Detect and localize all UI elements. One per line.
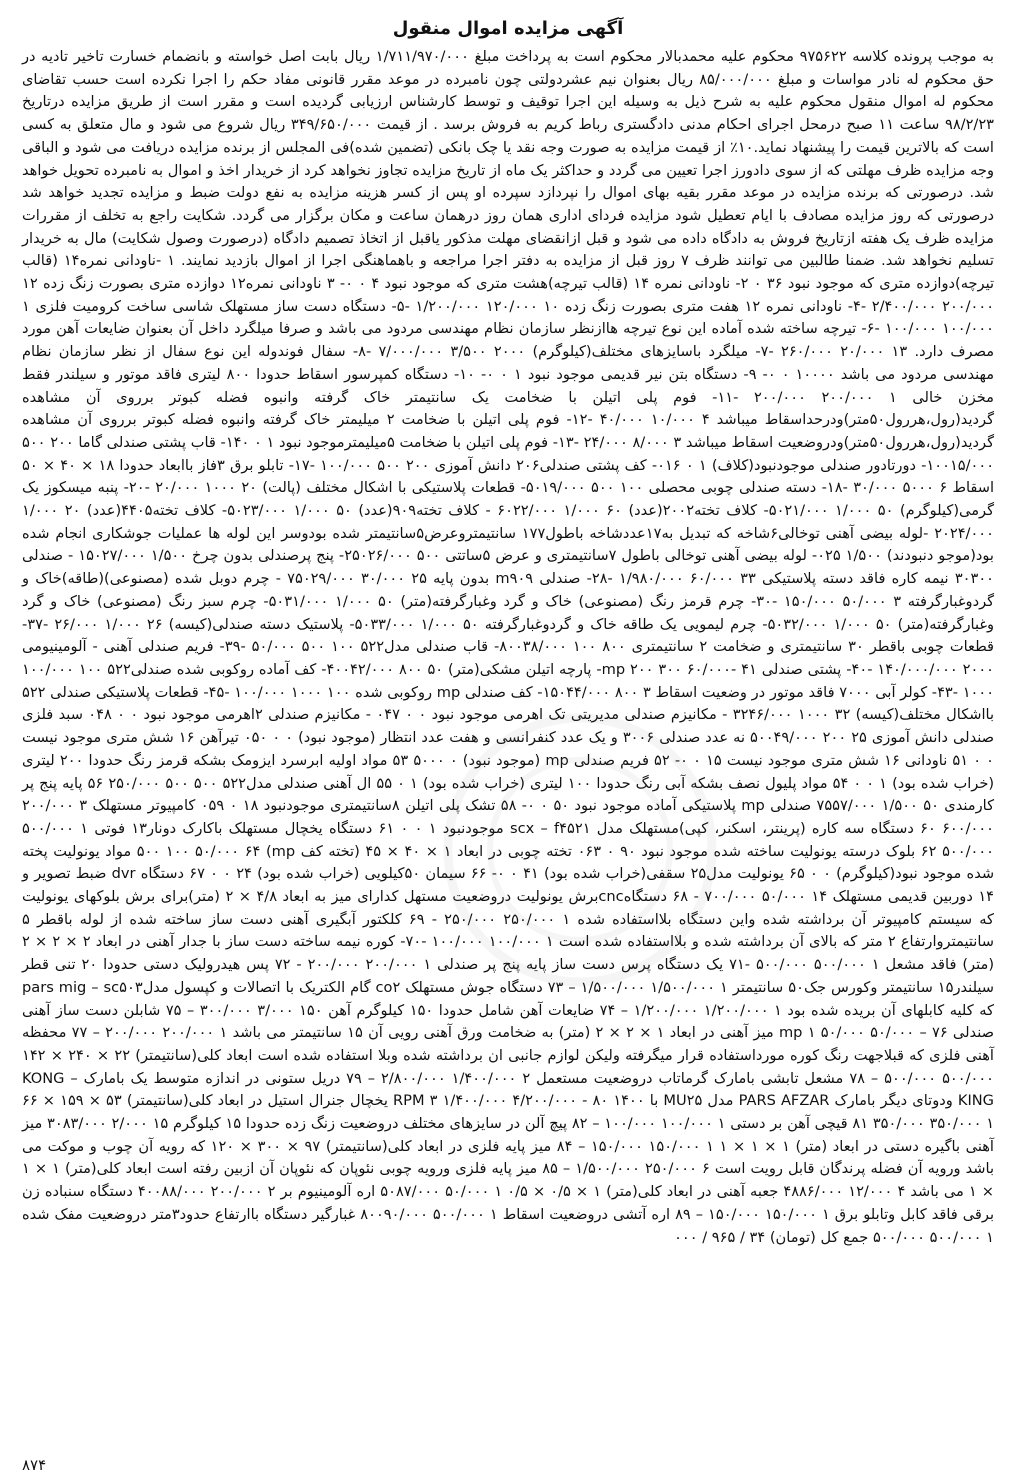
notice-title: آگهی مزایده اموال منقول bbox=[392, 18, 624, 39]
page-number: ۸۷۴ bbox=[22, 1456, 47, 1474]
notice-intro: به موجب پرونده کلاسه ۹۷۵۶۲۲ محکوم علیه محمدبالار محکوم است به پرداخت مبلغ ۱/۷۱۱/۹۷۰/۰۰۰ ریال بابت اصل خواسته و بانضمام خسارت تاخیر تادیه در حق محکوم له نادر مواسات و مبلغ ۸۵/۰۰۰/۰۰۰ ریال بعنوان نیم عشردولتی چون نامبرده در موعد مقرر قانونی مفاد حکم را اجرا نکرده است حسب تقاضای محکوم له اموال منقول محکوم علیه به شرح ذیل به وسیله این اجرا توقیف و توسط کارشناس ارزیابی گردیده است و مقرر است از طریق مزایده درتاریخ ۹۸/۲/۲۳ ساعت ۱۱ صبح درمحل اجرای احکام مدنی دادگستری رباط کریم به فروش برسد . از قیمت ۳۴۹/۶۵۰/۰۰۰ ریال شروع می شود و مال متعلق به کسی است که بالاترین قیمت را پیشنهاد نماید.۱۰٪ از قیمت مزایده به صورت وجه نقد یا چک بانکی (تضمین شده)فی المجلس از برنده مزایده دریافت می شود و الباقی وجه مزایده ظرف مهلتی که از سوی دادورز اجرا تعیین می گردد و حداکثر یک ماه از تاریخ مزایده تجاوز نخواهد کرد از خریدار اخذ و اموال به نامبرده تحویل خواهد شد. درصورتی که برنده مزایده در موعد مقرر بقیه بهای اموال را نپردازد سپرده او پس از کسر هزینه مزایده به نفع دولت ضبط و مزایده تجدید خواهد شد درصورتی که روز مزایده مصادف با ایام تعطیل شود مزایده فردای اداری همان روز درهمان ساعت و مکان برگزار می گردد. شکایت راجع به تخلف از مقررات مزایده ظرف یک هفته ازتاریخ فروش به دادگاه داده می شود و قبل ازانقضای مهلت مذکور یاقبل از اتخاذ تصمیم دادگاه (درصورت وصول شکایت) مال به خریدار تسلیم نخواهد شد. ضمنا طالبین می توانند ظرف ۷ روز قبل از مزایده به دفتر اجرا مراجعه و باهماهنگی اجرا از اموال بازدید نمایند. bbox=[22, 48, 995, 270]
notice-body bbox=[22, 46, 994, 1249]
items-list: ۱ -ناودانی نمره۱۴ (قالب تیرچه)دوازده متری که موجود نبود ۳۶ ۰ ۲- ناودانی نمره ۱۴ (قالب تیرچه)هشت متری که موجود نبود ۴ ۰ ۰- ۳ ناودانی نمره۱۲ دوازده متری بصورت زنگ زده ۱۲ ۲۰۰/۰۰۰ ۲/۴۰۰/۰۰۰ -۴- ناودانی نمره ۱۲ هفت متری بصورت زنگ زده ۱۰ ۱۲۰/۰۰۰ ۱/۲۰۰/۰۰۰ -۵- دستگاه دست ساز مستهلک شاسی ساخت کرومیت فلزی ۱ ۱۰۰/۰۰۰ ۱۰۰/۰۰۰ -۶- تیرچه ساخته شده آماده این نوع تیرچه هاازنظر سازمان نظام مهندسی مردود می باشد و صرفا میلگرد داخل آن بعنوان ضایعات آهن مورد مصرف دارد. ۱۳ ۲۰/۰۰۰ ۲۶۰/۰۰۰ -۷- میلگرد باسایزهای مختلف(کیلوگرم) ۲۰۰۰ ۳/۵۰۰ ۷/۰۰۰/۰۰۰ -۸- سفال فوندوله این نوع سفال از نظر سازمان نظام مهندسی مردود می باشد ۱۰۰۰۰ ۰ ۰- ۹- دستگاه بتن نیر قدیمی موجود نبود ۱ ۰ ۰- ۱۰- دستگاه کمپرسور اسقاط حدودا ۸۰۰ لیتری فاقد موتور و سیلندر فقط مخزن خالی ۱ ۲۰۰/۰۰۰ ۲۰۰/۰۰۰ -۱۱- فوم پلی اتیلن با ضخامت یک سانتیمتر خاک گرفته وانبوه فضله کبوتر برروی آن مشاهده گردید(رول،هررول۵۰متر)ودرحداسقاط میباشد ۴ ۱۰/۰۰۰ ۴۰/۰۰۰ -۱۲- فوم پلی اتیلن با ضخامت ۲ میلیمتر خاک گرفته وانبوه فضله کبوتر برروی آن مشاهده گردید(رول،هررول۵۰متر)ودروضعیت اسقاط میباشد ۳ ۸/۰۰۰ ۲۴/۰۰۰ -۱۳- فوم پلی اتیلن با ضخامت ۵میلیمترموجود نبود ۱ ۰ ۱۴۰- قاب پشتی صندلی گاما ۲۰۰ ۵۰۰ ۱۰۰۱۵/۰۰۰- دورتادور صندلی موجودنبود(کلاف) ۱ ۰ ۰۱۶- کف پشتی صندلی۲۰۶ دانش آموزی ۲۰۰ ۵۰۰ ۱۰۰/۰۰۰ -۱۷- تابلو برق ۳فاز باابعاد حدودا ۱۸ × ۴۰ × ۵۰ اسقاط ۶ ۵۰۰۰ ۳۰/۰۰۰ -۱۸- دسته صندلی چوبی محصلی ۱۰۰ ۵۰۰ ۵۰۱۹/۰۰۰- قطعات پلاستیکی با اشکال مختلف (پالت) ۲۰ ۱۰۰۰ ۲۰/۰۰۰ -۲۰- پنبه میسکوز یک گرمی(کیلوگرم) ۵۰ ۱/۰۰۰ ۵۰۲۱/۰۰۰- کلاف تخته۲۰۰۲(عدد) ۶۰ ۱/۰۰۰ ۶۰۲۲/۰۰۰ - کلاف تخته۹۰۹(عدد) ۵۰ ۱/۰۰۰ ۵۰۲۳/۰۰۰- کلاف تخته۴۴۰۵(عدد) ۲۰ ۱/۰۰۰ ۲۰۲۴/۰۰۰ -لوله بیضی آهنی توخالی۶شاخه که تبدیل به۱۷عددشاخه باطول۱۷۷ سانتیمتروعرض۵سانتیمتر شده بودوسر این لوله ها عملیات جوشکاری انجام شده بود(موجو دنبودند) ۱/۵۰۰ ۰۲۵- لوله بیضی آهنی توخالی باطول ۷سانتیمتری و عرض ۵ساتتی ۵۰۰ ۲۵۰۲۶/۰۰۰- پنج پرصندلی بدون چرخ ۱/۵۰۰ ۱۵۰۲۷/۰۰۰ - صندلی ۳۰۳۰۰ نیمه کاره فاقد دسته پلاستیکی ۳۳ ۶۰/۰۰۰ ۱/۹۸۰/۰۰۰ -۲۸- صندلی m۹۰۹ بدون پایه ۲۵ ۳۰/۰۰۰ ۷۵۰۲۹/۰۰۰ - چرم دوبل شده (مصنوعی)(طاقه)خاک و گردوغبارگرفته ۳ ۵۰/۰۰۰ ۱۵۰/۰۰۰ -۳۰- چرم قرمز رنگ (مصنوعی) خاک و گرد وغبارگرفته(متر) ۵۰ ۱/۰۰۰ ۵۰۳۱/۰۰۰- چرم سبز رنگ (مصنوعی) خاک و گرد وغبارگرفته(متر) ۵۰ ۱/۰۰۰ ۵۰۳۲/۰۰۰- چرم لیمویی یک طاقه خاک و گردوغبارگرفته ۵۰ ۱/۰۰۰ ۵۰۳۳/۰۰۰- پلاستیک دسته صندلی(کیسه) ۲۶ ۱/۰۰۰ ۲۶/۰۰۰ -۳۷- قطعات چوبی باقطر ۳۰ سانتیمتری و ضخامت ۲ سانتیمتری ۸۰۰ ۱۰۰ ۸۰۰۳۸/۰۰۰- قاب صندلی مدل۵۲۲ ۱۰۰ ۵۰۰ ۵۰/۰۰۰ -۳۹- فریم صندلی آهنی - آلومینیومی ۲۰۰۰ ۱۴۰/۰۰۰/۰۰۰ -۴۰- پشتی صندلی mp ۲۰۰ ۳۰۰ ۶۰/۰۰۰- ۴۱- پارچه اتیلن مشکی(متر) ۵۰ ۸۰۰ ۴۰۰۴۲/۰۰۰- کف آماده روکوبی شده صندلی۵۲۲ ۱۰۰ ۱۰۰/۰۰۰ ۱۰۰۰ -۴۳- کولر آبی ۷۰۰۰ فاقد موتور در وضعیت اسقاط ۳ ۸۰۰ ۱۵۰۴۴/۰۰۰- کف صندلی mp روکوبی شده ۱۰۰ ۱۰۰۰ ۱۰۰/۰۰۰ -۴۵- قطعات پلاستیکی صندلی ۵۲۲ بااشکال مختلف(کیسه) ۳۲ ۱۰۰۰ ۳۲۴۶/۰۰۰ - مکانیزم صندلی مدیریتی تک اهرمی موجود نبود ۰ ۰ ۰۴۷ - مکانیزم صندلی ۲اهرمی موجود نبود ۰ ۰ ۰۴۸ سبد فلزی صندلی دانش آموزی ۲۵ ۲۰۰ ۵۰۰۴۹/۰۰۰ نه عدد صندلی ۳۰۰۶ و یک عدد کنفرانسی و هفت عدد انتظار (موجود نبود) ۰ ۰ ۰۵۰ تیرآهن ۱۶ شش متری موجود نیست ۰ ۰ ۵۱ ناودانی ۱۶ شش متری موجود نیست ۱۵ ۰ ۰- ۵۲ فریم صندلی mp (موجود نبود) ۰ ۵۰۰۰ ۵۳ مواد اولیه ابرسرد ایزومک بشکه قرمز رنگ حدودا ۲۰۰ لیتری (خراب شده بود) ۱ ۰ ۰ ۵۴ مواد پلیول نصف بشکه آبی رنگ حدودا ۱۰۰ لیتری (خراب شده بود) ۱ ۰ ۵۵ ال آهنی صندلی مدل۵۲۲ ۵۰۰ ۵۰۰ ۲۵۰/۰۰۰ ۵۶ پایه پنج پر کارمندی ۵۰ ۱/۵۰۰ ۷۵۵۷/۰۰۰ صندلی mp پلاستیکی آماده موجود نبود ۵۰ ۰ ۰- ۵۸ تشک پلی اتیلن ۸سانتیمتری موجودنبود ۱۸ ۰ ۰۵۹ کامپیوتر مستهلک ۳ ۲۰۰/۰۰۰ ۶۰۰/۰۰۰ ۶۰ دستگاه سه کاره (پرینتر، اسکنر، کپی)مستهلک مدل scx – f۴۵۲۱ موجودنبود ۱ ۰ ۰ ۶۱ دستگاه یخچال مستهلک باکارک دونار۱۳ فوتی ۱ ۵۰۰/۰۰۰ ۵۰۰/۰۰۰ ۶۲ بلوک درسته یونولیت ساخته شده موجود نبود ۹۰ ۰ ۰۶۳ تخته چوبی در ابعاد ۱ × ۴۰ × ۴۵ (تخته کف mp) ۵۰۰ ۱۰۰ ۵۰/۰۰۰ ۶۴ مواد یونولیت پخته شده موجود نبود(کیلوگرم) ۰ ۰ ۶۵ یونولیت مدل۲۵ سقفی(خراب شده بود) ۴۱ ۰ ۰- ۶۶ سیمان ۵۰کیلویی (خراب شده بود) ۲۴ ۰ ۰ ۶۷ دستگاه dvr ضبط تصویر و ۱۴ دوربین قدیمی مستهلک ۱۴ ۵۰/۰۰۰ ۷۰۰/۰۰۰ - ۶۸ دستگاهcncبرش یونولیت دروضعیت مستهل کدارای میز به ابعاد ۴/۸ × ۲ (متر)برای برش بلوکهای یونولیت که سیستم کامپیوتر آن برداشته شده واین دستگاه بلااستفاده شده ۱ ۲۵۰/۰۰۰ ۲۵۰/۰۰۰ - ۶۹ کلکتور آبگیری آهنی دست ساز ساخته شده از لوله باقطر ۵ سانتیمتروارتفاع ۲ متر که بالای آن برداشته شده و بلااستفاده شده است ۱ ۱۰۰/۰۰۰ ۱۰۰/۰۰۰ -۷۰- کوره نیمه ساخته دست ساز با جدار آهنی در ابعاد ۲ × ۲ × ۲ (متر) فاقد مشعل ۱ ۵۰۰/۰۰۰ ۵۰۰/۰۰۰ -۷۱ یک دستگاه پرس دست ساز پایه پنج پر صندلی ۱ ۲۰۰/۰۰۰ ۲۰۰/۰۰۰ - ۷۲ پس هیدرولیک دستی حدودا ۲۰ تنی قطر سیلندر۱۵ سانتیمتر وکورس جک۵۰ سانتیمتر ۱ ۱/۵۰۰/۰۰۰ ۱/۵۰۰/۰۰۰ – ۷۳ دستگاه جوش مستهلک co۲ گام الکتریک با اتصالات و کپسول مدلpars mig – sc۵۰۳ که کلیه کابلهای آن بریده شده بود ۱ ۱/۲۰۰/۰۰۰ ۱/۲۰۰/۰۰۰ – ۷۴ ضایعات آهن شامل حدودا ۱۵۰ کیلوگرم آهن ۱۵۰ ۳/۰۰۰ ۳۰۰/۰۰۰ – ۷۵ شابلن دست ساز آهنی صندلی mp ۱ ۵۰/۰۰۰ ۵۰/۰۰۰ – ۷۶ میز آهنی در ابعاد ۱ × ۲ × ۲ (متر) به ضخامت ورق آهنی رویی آن ۱۵ سانتیمتر می باشد ۱ ۲۰۰/۰۰۰ ۲۰۰/۰۰۰ – ۷۷ محفظه آهنی فلزی که قبلاجهت رنگ کوره مورداستفاده قرار میگرفته ولیکن لوازم جانبی ان برداشته شده وبلا استفاده شده است ابعاد کلی(سانتیمتر) ۲۲ × ۲۴۰ × ۱۴۲ ۵۰۰/۰۰۰ ۵۰۰/۰۰۰ – ۷۸ مشعل تابشی بامارک گرماتاب دروضعیت مستعمل ۲ ۱/۴۰۰/۰۰۰ ۲/۸۰۰/۰۰۰ – ۷۹ دریل ستونی در اندازه متوسط یک بامارک KONG – KING ودوتای دیگر بامارک PARS AFZAR مدل MU۲۵ با ۱۴۰۰ RPM ۳ ۱/۴۰۰/۰۰۰ ۴/۲۰۰/۰۰۰ - ۸۰ یخچال جنرال استیل در ابعاد کلی(سانتیمتر) ۵۳ × ۱۵۹ × ۶۶ ۱ ۳۵۰/۰۰۰ ۳۵۰/۰۰۰ ۸۱ قیچی آهن بر دستی ۱ ۱۰۰/۰۰۰ ۱۰۰/۰۰۰ – ۸۲ پیچ آلن در سایزهای مختلف دروضعیت زنگ زده حدودا ۱۵ کیلوگرم ۱۵ ۲/۰۰۰ ۳۰۸۳/۰۰۰ میز آهنی باگیره دستی در ابعاد (متر) ۱ × ۱ × ۱ ۱ ۱۵۰/۰۰۰ ۱۵۰/۰۰۰ – ۸۴ میز پایه فلزی در ابعاد کلی(سانتیمتر) ۹۷ × ۳۰۰ × ۱۲۰ که رویه آن چوب و موکت می باشد ورویه آن فضله پرندگان قابل رویت است ۶ ۲۵۰/۰۰۰ ۱/۵۰۰/۰۰۰ – ۸۵ میز پایه فلزی ورویه چوبی نئوپان که نئوپان آن ازبین رفته است ابعاد کلی(متر) ۱ × ۱ × ۱ می باشد ۴ ۱۲/۰۰۰ ۴۸۸۶/۰۰۰ جعبه آهنی در ابعاد کلی(متر) ۱ × ۰/۵ × ۰/۵ ۱ ۵۰/۰۰۰ ۵۰۸۷/۰۰۰ اره آلومینیوم بر ۲ ۲۰۰/۰۰۰ ۴۰۰۸۸/۰۰۰ دستگاه سنباده زن برقی فاقد کابل وتابلو برق ۱ ۱۵۰/۰۰۰ ۱۵۰/۰۰۰ – ۸۹ اره آتشی دروضعیت اسقاط ۱ ۵۰۰/۰۰۰ ۸۰۰۹۰/۰۰۰ غبارگیر دستگاه باارتفاع حدود۳متر دروضعیت مفک شده ۱ ۵۰۰/۰۰۰ ۵۰۰/۰۰۰ جمع کل (تومان) ۳۴ / ۹۶۵ / ۰۰۰ bbox=[22, 252, 995, 1246]
